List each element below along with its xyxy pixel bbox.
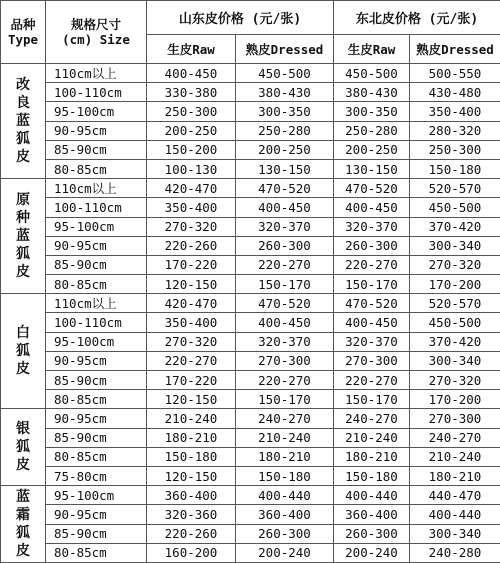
shandong-raw-header: 生皮Raw <box>147 35 236 64</box>
category-char: 皮 <box>1 360 45 378</box>
size-cell: 80-85cm <box>46 390 147 409</box>
shandong-dressed-cell: 260-300 <box>236 524 334 543</box>
dongbei-dressed-cell: 520-570 <box>410 179 500 198</box>
table-row <box>1 505 500 524</box>
table-row <box>1 275 500 294</box>
shandong-raw-cell: 210-240 <box>147 409 236 428</box>
dongbei-raw-cell: 200-240 <box>334 543 410 562</box>
category-char: 狐 <box>1 245 45 263</box>
price-table-body <box>1 64 500 563</box>
shandong-raw-cell: 270-320 <box>147 217 236 236</box>
shandong-dressed-cell: 130-150 <box>236 159 334 178</box>
dongbei-dressed-cell: 180-210 <box>410 466 500 485</box>
category-name <box>1 294 46 409</box>
category-char: 蓝 <box>1 112 45 130</box>
shandong-raw-cell: 350-400 <box>147 198 236 217</box>
dongbei-dressed-cell: 170-200 <box>410 275 500 294</box>
shandong-raw-cell: 270-320 <box>147 332 236 351</box>
table-row <box>1 371 500 390</box>
shandong-dressed-cell: 200-250 <box>236 140 334 159</box>
shandong-raw-cell: 180-210 <box>147 428 236 447</box>
category-char: 狐 <box>1 438 45 456</box>
dongbei-raw-cell: 180-210 <box>334 447 410 466</box>
shandong-raw-cell: 220-270 <box>147 351 236 370</box>
size-cell: 85-90cm <box>46 428 147 447</box>
table-row <box>1 236 500 255</box>
dongbei-raw-cell: 270-300 <box>334 351 410 370</box>
shandong-raw-cell: 150-200 <box>147 140 236 159</box>
size-cell: 85-90cm <box>46 140 147 159</box>
table-row <box>1 332 500 351</box>
size-header <box>46 1 147 64</box>
dongbei-dressed-cell: 270-320 <box>410 255 500 274</box>
category-char: 狐 <box>1 524 45 542</box>
shandong-dressed-cell: 470-520 <box>236 179 334 198</box>
shandong-raw-cell: 100-130 <box>147 159 236 178</box>
dongbei-raw-cell: 320-370 <box>334 217 410 236</box>
dongbei-raw-cell: 220-270 <box>334 371 410 390</box>
shandong-dressed-cell: 400-450 <box>236 198 334 217</box>
size-cell: 100-110cm <box>46 83 147 102</box>
table-row <box>1 64 500 83</box>
dongbei-raw-cell: 450-500 <box>334 64 410 83</box>
size-cell: 90-95cm <box>46 409 147 428</box>
shandong-dressed-cell: 150-170 <box>236 390 334 409</box>
category-char: 改 <box>1 76 45 94</box>
category-char: 皮 <box>1 263 45 281</box>
dongbei-raw-cell: 220-270 <box>334 255 410 274</box>
size-cell: 100-110cm <box>46 313 147 332</box>
dongbei-dressed-cell: 350-400 <box>410 102 500 121</box>
category-char: 白 <box>1 324 45 342</box>
size-cell: 95-100cm <box>46 332 147 351</box>
category-char: 种 <box>1 209 45 227</box>
dongbei-raw-cell: 150-180 <box>334 466 410 485</box>
table-row <box>1 255 500 274</box>
category-char: 狐 <box>1 342 45 360</box>
dongbei-raw-cell: 260-300 <box>334 524 410 543</box>
shandong-raw-cell: 200-250 <box>147 121 236 140</box>
table-row <box>1 390 500 409</box>
size-cell: 95-100cm <box>46 217 147 236</box>
shandong-dressed-cell: 360-400 <box>236 505 334 524</box>
shandong-dressed-cell: 450-500 <box>236 64 334 83</box>
dongbei-dressed-cell: 520-570 <box>410 294 500 313</box>
shandong-price-header: 山东皮价格 (元/张) <box>147 1 334 35</box>
size-cell: 85-90cm <box>46 524 147 543</box>
dongbei-raw-cell: 150-170 <box>334 390 410 409</box>
shandong-dressed-cell: 150-180 <box>236 466 334 485</box>
dongbei-raw-cell: 300-350 <box>334 102 410 121</box>
dongbei-dressed-cell: 270-320 <box>410 371 500 390</box>
shandong-dressed-cell: 470-520 <box>236 294 334 313</box>
dongbei-price-header: 东北皮价格 (元/张) <box>334 1 500 35</box>
table-row <box>1 428 500 447</box>
table-row <box>1 140 500 159</box>
dongbei-raw-cell: 200-250 <box>334 140 410 159</box>
dongbei-raw-cell: 470-520 <box>334 294 410 313</box>
size-cell: 80-85cm <box>46 543 147 562</box>
shandong-dressed-cell: 210-240 <box>236 428 334 447</box>
shandong-dressed-cell: 400-450 <box>236 313 334 332</box>
shandong-dressed-cell: 320-370 <box>236 217 334 236</box>
table-row <box>1 102 500 121</box>
shandong-raw-cell: 220-260 <box>147 524 236 543</box>
table-row <box>1 524 500 543</box>
shandong-raw-cell: 320-360 <box>147 505 236 524</box>
size-header-cn: 规格尺寸 <box>46 17 146 32</box>
table-row <box>1 447 500 466</box>
category-char: 皮 <box>1 456 45 474</box>
dongbei-dressed-cell: 300-340 <box>410 524 500 543</box>
shandong-raw-cell: 120-150 <box>147 466 236 485</box>
category-name <box>1 179 46 294</box>
dongbei-dressed-cell: 500-550 <box>410 64 500 83</box>
category-char: 皮 <box>1 148 45 166</box>
dongbei-raw-cell: 400-440 <box>334 486 410 505</box>
type-header-cn: 品种 <box>1 17 45 32</box>
table-row <box>1 313 500 332</box>
dongbei-raw-cell: 320-370 <box>334 332 410 351</box>
shandong-raw-cell: 420-470 <box>147 179 236 198</box>
size-cell: 75-80cm <box>46 466 147 485</box>
shandong-raw-cell: 120-150 <box>147 390 236 409</box>
table-row <box>1 198 500 217</box>
table-row <box>1 294 500 313</box>
type-header <box>1 1 46 64</box>
dongbei-dressed-cell: 240-270 <box>410 428 500 447</box>
dongbei-raw-cell: 400-450 <box>334 198 410 217</box>
shandong-raw-cell: 120-150 <box>147 275 236 294</box>
shandong-dressed-cell: 150-170 <box>236 275 334 294</box>
dongbei-dressed-cell: 250-300 <box>410 140 500 159</box>
category-name <box>1 64 46 179</box>
category-char: 原 <box>1 191 45 209</box>
type-header-en: Type <box>1 32 45 47</box>
dongbei-raw-cell: 380-430 <box>334 83 410 102</box>
dongbei-raw-cell: 470-520 <box>334 179 410 198</box>
shandong-raw-cell: 170-220 <box>147 371 236 390</box>
shandong-raw-cell: 330-380 <box>147 83 236 102</box>
size-cell: 80-85cm <box>46 447 147 466</box>
size-cell: 80-85cm <box>46 159 147 178</box>
size-cell: 85-90cm <box>46 255 147 274</box>
table-row <box>1 83 500 102</box>
dongbei-dressed-cell: 400-440 <box>410 505 500 524</box>
category-name <box>1 409 46 486</box>
shandong-dressed-cell: 200-240 <box>236 543 334 562</box>
shandong-raw-cell: 400-450 <box>147 64 236 83</box>
shandong-dressed-cell: 400-440 <box>236 486 334 505</box>
shandong-dressed-cell: 220-270 <box>236 255 334 274</box>
table-row <box>1 159 500 178</box>
size-cell: 95-100cm <box>46 486 147 505</box>
shandong-dressed-cell: 270-300 <box>236 351 334 370</box>
size-cell: 95-100cm <box>46 102 147 121</box>
dongbei-dressed-cell: 150-180 <box>410 159 500 178</box>
dongbei-raw-cell: 400-450 <box>334 313 410 332</box>
size-header-en: (cm) Size <box>46 32 146 47</box>
size-cell: 85-90cm <box>46 371 147 390</box>
dongbei-dressed-cell: 430-480 <box>410 83 500 102</box>
dongbei-raw-cell: 150-170 <box>334 275 410 294</box>
shandong-dressed-cell: 380-430 <box>236 83 334 102</box>
dongbei-dressed-cell: 370-420 <box>410 217 500 236</box>
size-cell: 80-85cm <box>46 275 147 294</box>
shandong-dressed-cell: 260-300 <box>236 236 334 255</box>
category-name <box>1 486 46 563</box>
dongbei-raw-cell: 210-240 <box>334 428 410 447</box>
size-cell: 90-95cm <box>46 351 147 370</box>
shandong-dressed-cell: 180-210 <box>236 447 334 466</box>
category-char: 银 <box>1 420 45 438</box>
table-row <box>1 217 500 236</box>
table-row <box>1 179 500 198</box>
size-cell: 90-95cm <box>46 121 147 140</box>
size-cell: 110cm以上 <box>46 179 147 198</box>
dongbei-dressed-cell: 300-340 <box>410 351 500 370</box>
table-row <box>1 486 500 505</box>
category-char: 良 <box>1 94 45 112</box>
table-row <box>1 466 500 485</box>
category-char: 狐 <box>1 130 45 148</box>
shandong-dressed-cell: 240-270 <box>236 409 334 428</box>
table-row <box>1 409 500 428</box>
size-cell: 100-110cm <box>46 198 147 217</box>
shandong-raw-cell: 250-300 <box>147 102 236 121</box>
size-cell: 90-95cm <box>46 236 147 255</box>
shandong-raw-cell: 360-400 <box>147 486 236 505</box>
table-row <box>1 121 500 140</box>
dongbei-dressed-cell: 270-300 <box>410 409 500 428</box>
table-row <box>1 351 500 370</box>
dongbei-dressed-cell: 170-200 <box>410 390 500 409</box>
dongbei-dressed-cell: 450-500 <box>410 198 500 217</box>
category-char: 蓝 <box>1 488 45 506</box>
dongbei-dressed-cell: 210-240 <box>410 447 500 466</box>
shandong-raw-cell: 150-180 <box>147 447 236 466</box>
dongbei-raw-header: 生皮Raw <box>334 35 410 64</box>
shandong-dressed-cell: 300-350 <box>236 102 334 121</box>
shandong-dressed-cell: 250-280 <box>236 121 334 140</box>
dongbei-raw-cell: 130-150 <box>334 159 410 178</box>
category-char: 蓝 <box>1 227 45 245</box>
shandong-raw-cell: 160-200 <box>147 543 236 562</box>
shandong-raw-cell: 170-220 <box>147 255 236 274</box>
shandong-dressed-cell: 220-270 <box>236 371 334 390</box>
shandong-raw-cell: 350-400 <box>147 313 236 332</box>
dongbei-raw-cell: 260-300 <box>334 236 410 255</box>
table-row <box>1 543 500 562</box>
category-char: 皮 <box>1 542 45 560</box>
dongbei-dressed-cell: 240-280 <box>410 543 500 562</box>
shandong-dressed-cell: 320-370 <box>236 332 334 351</box>
dongbei-raw-cell: 240-270 <box>334 409 410 428</box>
dongbei-raw-cell: 360-400 <box>334 505 410 524</box>
size-cell: 90-95cm <box>46 505 147 524</box>
dongbei-dressed-header: 熟皮Dressed <box>410 35 500 64</box>
category-char: 霜 <box>1 506 45 524</box>
dongbei-dressed-cell: 450-500 <box>410 313 500 332</box>
shandong-raw-cell: 220-260 <box>147 236 236 255</box>
dongbei-raw-cell: 250-280 <box>334 121 410 140</box>
dongbei-dressed-cell: 440-470 <box>410 486 500 505</box>
size-cell: 110cm以上 <box>46 64 147 83</box>
shandong-raw-cell: 420-470 <box>147 294 236 313</box>
dongbei-dressed-cell: 370-420 <box>410 332 500 351</box>
shandong-dressed-header: 熟皮Dressed <box>236 35 334 64</box>
size-cell: 110cm以上 <box>46 294 147 313</box>
dongbei-dressed-cell: 300-340 <box>410 236 500 255</box>
dongbei-dressed-cell: 280-320 <box>410 121 500 140</box>
